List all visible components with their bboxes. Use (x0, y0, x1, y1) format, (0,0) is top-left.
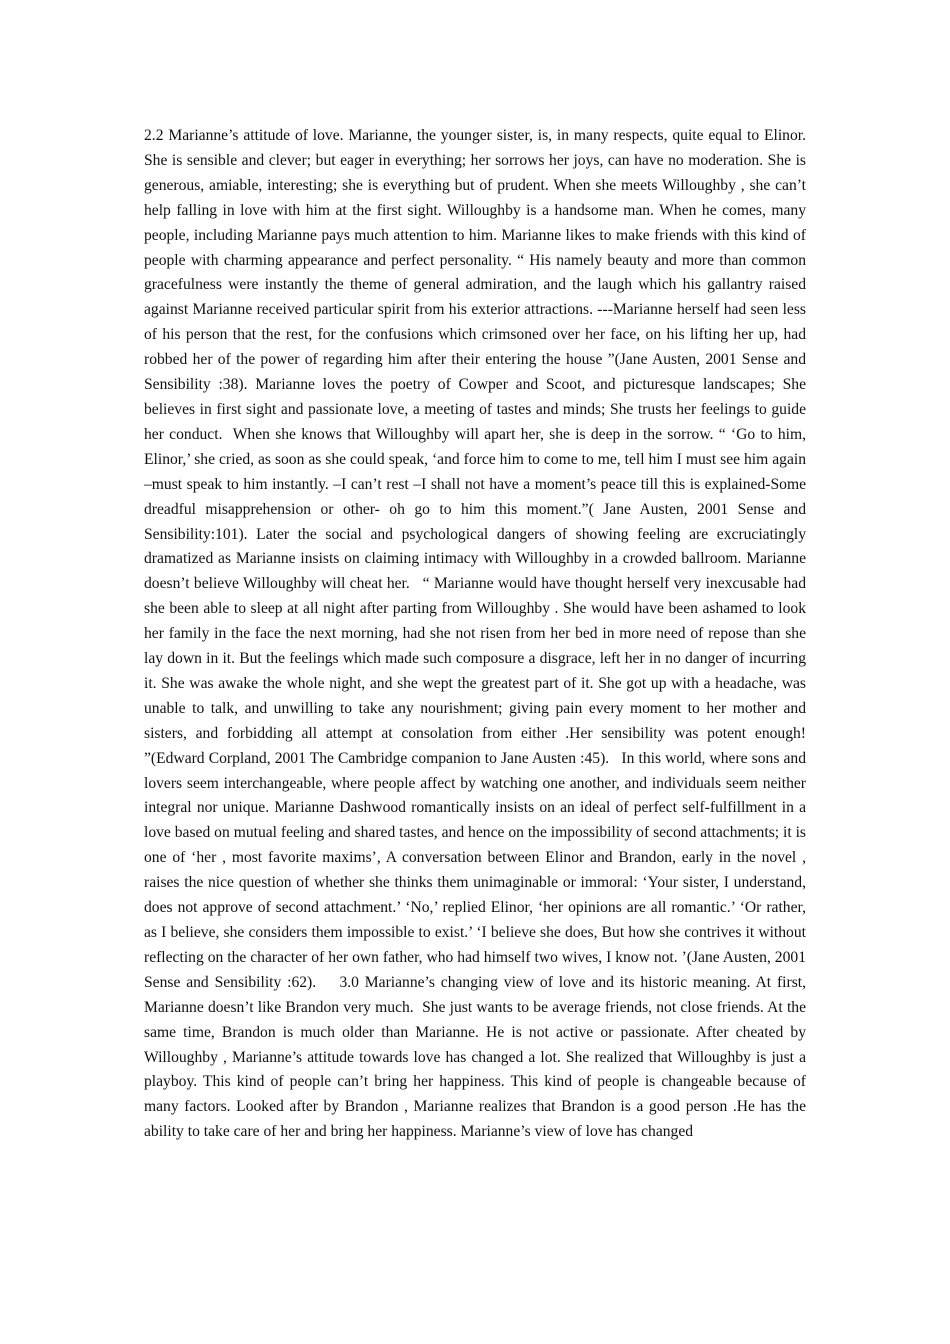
body-paragraph: 2.2 Marianne’s attitude of love. Marianne, the younger sister, is, in many respects, quite equal to Elinor. She is sensible and clever; but eager in everything; her sorrows her joys, can have no moderation. She is generous, amiable, interesting; she is everything but of prudent. When she meets Willoughby , she can’t help falling in love with him at the first sight. Willoughby is a handsome man. When he comes, many people, including Marianne pays much attention to him. Marianne likes to make friends with this kind of people with charming appearance and perfect personality. “ His namely beauty and more than common gracefulness were instantly the theme of general admiration, and the laugh which his gallantry raised against Marianne received particular spirit from his exterior attractions. ---Marianne herself had seen less of his person that the rest, for the confusions which crimsoned over her face, on his lifting her up, had robbed her of the power of regarding him after their entering the house ”(Jane Austen, 2001 Sense and Sensibility :38). Marianne loves the poetry of Cowper and Scoot, and picturesque landscapes; She believes in first sight and passionate love, a meeting of tastes and minds; She trusts her feelings to guide her conduct. When she knows that Willoughby will apart her, she is deep in the sorrow. “ ‘Go to him, Elinor,’ she cried, as soon as she could speak, ‘and force him to come to me, tell him I must see him again –must speak to him instantly. –I can’t rest –I shall not have a moment’s peace till this is explained-Some dreadful misapprehension or other- oh go to him this moment.”( Jane Austen, 2001 Sense and Sensibility:101). Later the social and psychological dangers of showing feeling are excruciatingly dramatized as Marianne insists on claiming intimacy with Willoughby in a crowded ballroom. Marianne doesn’t believe Willoughby will cheat her. “ Marianne would have thought herself very inexcusable had she been able to sleep at all night after parting from Willoughby . She would have been ashamed to look her family in the face the next morning, had she not risen from her bed in more need of repose than she lay down in it. But the feelings which made such composure a disgrace, left her in no danger of incurring it. She was awake the whole night, and she wept the greatest part of it. She got up with a headache, was unable to talk, and unwilling to take any nourishment; giving pain every moment to her mother and sisters, and forbidding all attempt at consolation from either .Her sensibility was potent enough! ”(Edward Corpland, 2001 The Cambridge companion to Jane Austen :45). In this world, where sons and lovers seem interchangeable, where people affect by watching one another, and individuals seem neither integral nor unique. Marianne Dashwood romantically insists on an ideal of perfect self-fulfillment in a love based on mutual feeling and shared tastes, and hence on the impossibility of second attachments; it is one of ‘her , most favorite maxims’, A conversation between Elinor and Brandon, early in the novel , raises the nice question of whether she thinks them unimaginable or immoral: ‘Your sister, I understand, does not approve of second attachment.’ ‘No,’ replied Elinor, ‘her opinions are all romantic.’ ‘Or rather, as I believe, she considers them impossible to exist.’ ‘I believe she does, But how she contrives it without reflecting on the character of her own father, who had himself two wives, I know not. ’(Jane Austen, 2001 Sense and Sensibility :62). 3.0 Marianne’s changing view of love and its historic meaning. At first, Marianne doesn’t like Brandon very much. She just wants to be average friends, not close friends. At the same time, Brandon is much older than Marianne. He is not active or passionate. After cheated by Willoughby , Marianne’s attitude towards love has changed a lot. She realized that Willoughby is just a playboy. This kind of people can’t bring her happiness. This kind of people is changeable because of many factors. Looked after by Brandon , Marianne realizes that Brandon is a good person .He has the ability to take care of her and bring her happiness. Marianne’s view of love has changed (144, 127, 810, 1141)
